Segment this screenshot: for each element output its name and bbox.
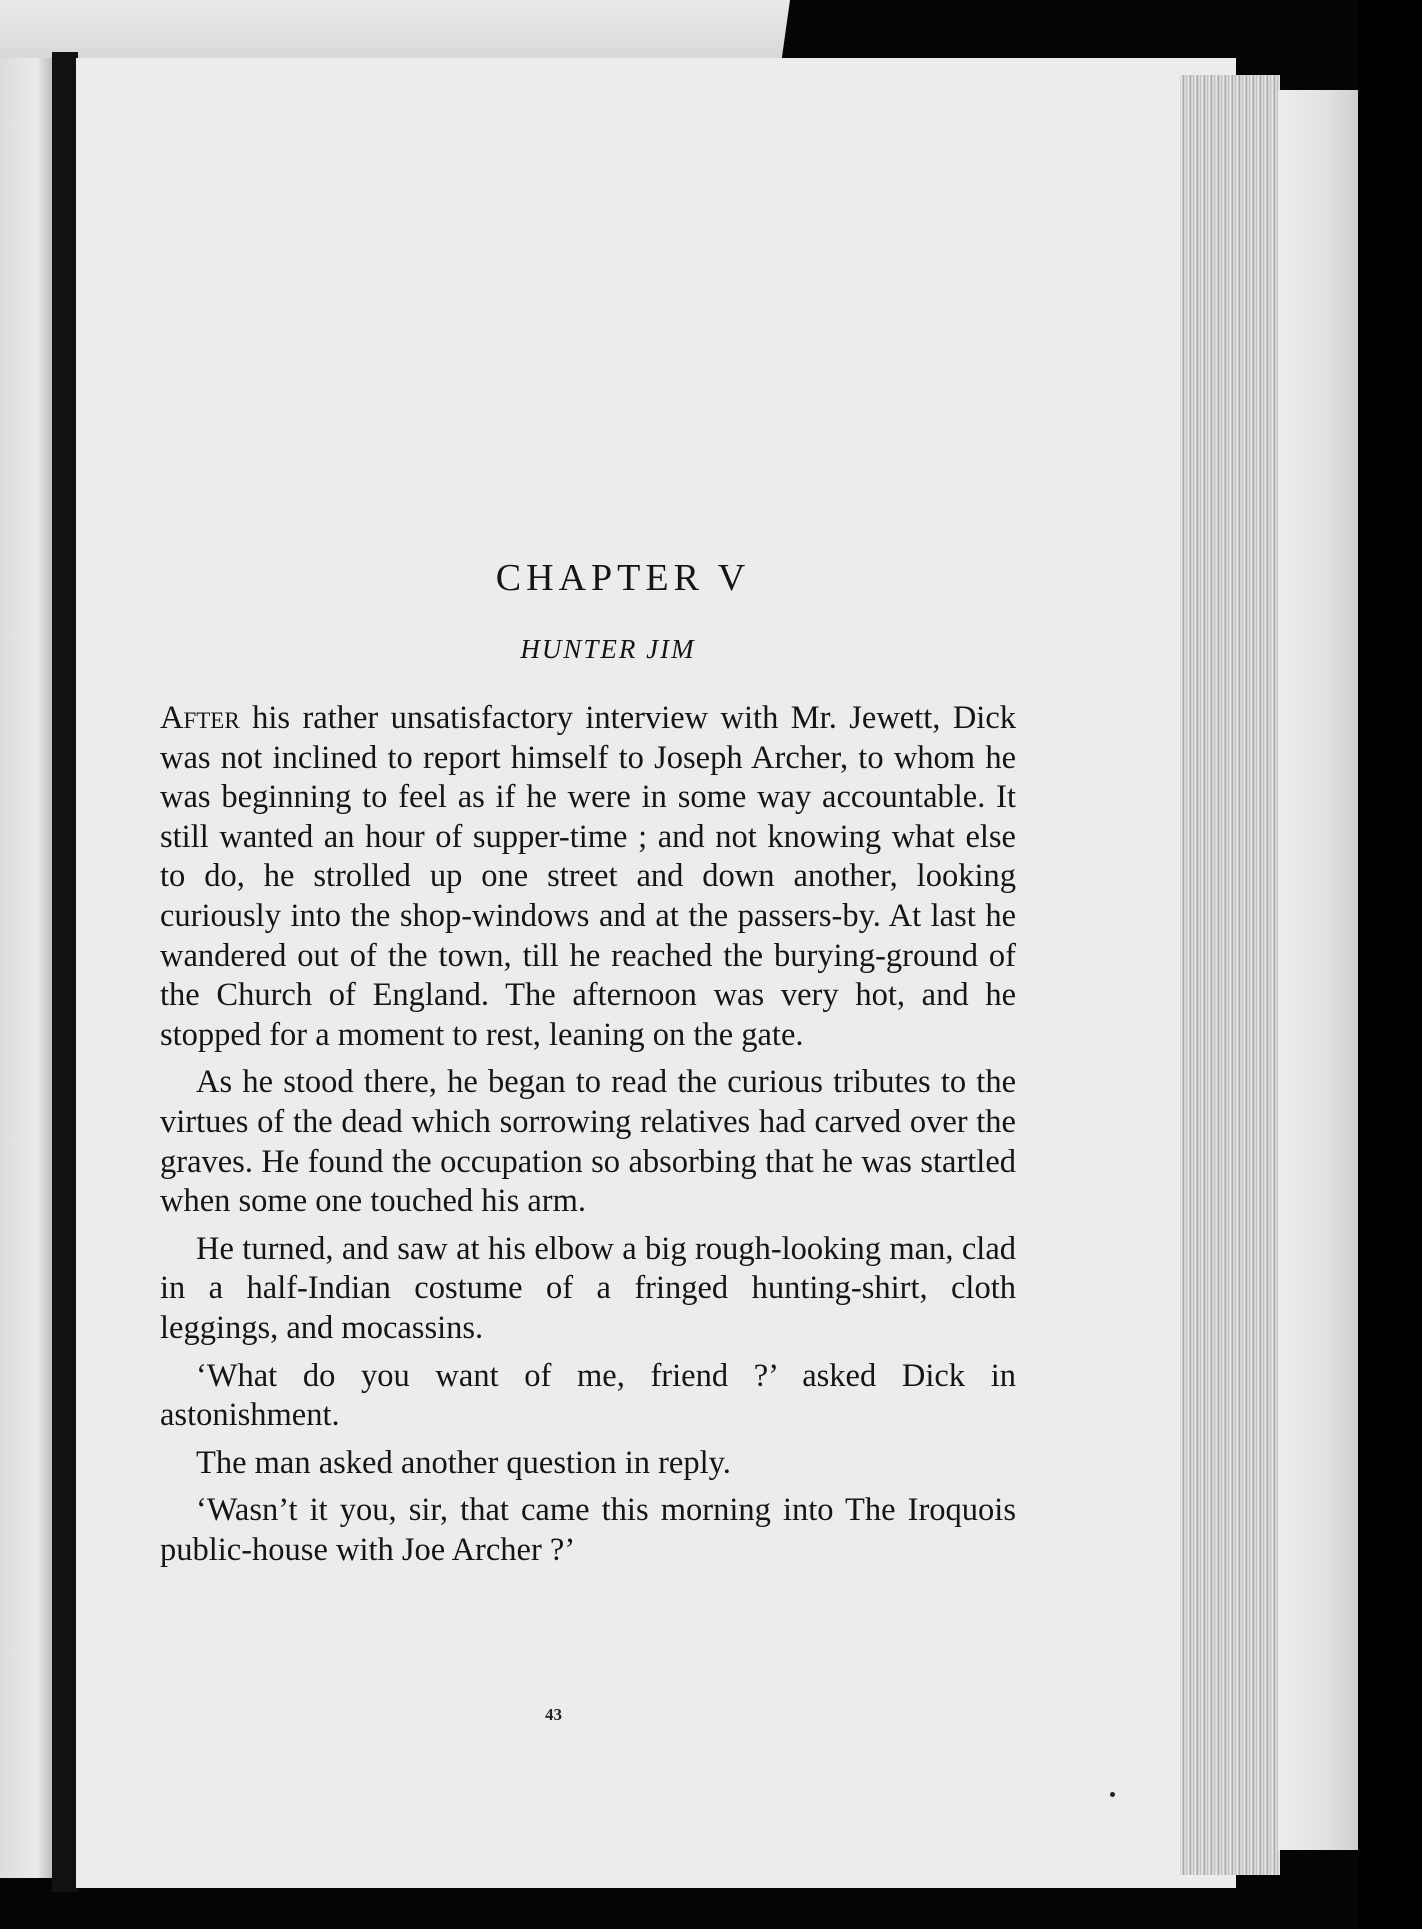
left-page-edge [0, 58, 52, 1878]
right-scan-border [1358, 0, 1422, 1929]
scan-speck [1110, 1792, 1115, 1797]
paragraph-1-text: his rather unsatisfactory interview with Mr. Jewett, Dick was not inclined to report himself to Joseph Archer, to whom he was beginning to feel as if he were in some way accountable. It still wanted an hour of supper-time ; and not knowing what else to do, he strolled up one street and down another, looking curiously into the shop-windows and at the passers-by. At last he wandered out of the town, till he reached the burying-ground of the Church of England. The afternoon was very hot, and he stopped for a moment to rest, leaning on the gate. [160, 700, 1016, 1053]
chapter-subtitle: HUNTER JIM [520, 634, 696, 664]
right-page-margin [1278, 90, 1358, 1850]
paragraph-5: The man asked another question in reply. [196, 1444, 731, 1481]
book-gutter [52, 52, 78, 1892]
page-text-block [160, 540, 1016, 1570]
paragraph-6: ‘Wasn’t it you, sir, that came this morning into The Iroquois public-house with Joe Archer ?’ [160, 1492, 1016, 1568]
paragraph-4: ‘What do you want of me, friend ?’ asked Dick in astonishment. [160, 1357, 1016, 1434]
paragraph-lead-word: After [160, 700, 240, 736]
paragraph-3: He turned, and saw at his elbow a big rough-looking man, clad in a half-Indian costume of a fringed hunting-shirt, cloth leggings, and mocassins. [160, 1230, 1016, 1346]
paragraph-2: As he stood there, he began to read the curious tributes to the virtues of the dead which sorrowing relatives had carved over the graves. He found the occupation so absorbing that he was startled when some one touched his arm. [160, 1064, 1016, 1220]
background-page-flap [0, 0, 790, 60]
page-number: 43 [545, 1705, 562, 1724]
paragraph-1 [160, 699, 1016, 1055]
chapter-title: CHAPTER V [495, 557, 751, 599]
page-stack-edges [1180, 75, 1280, 1875]
